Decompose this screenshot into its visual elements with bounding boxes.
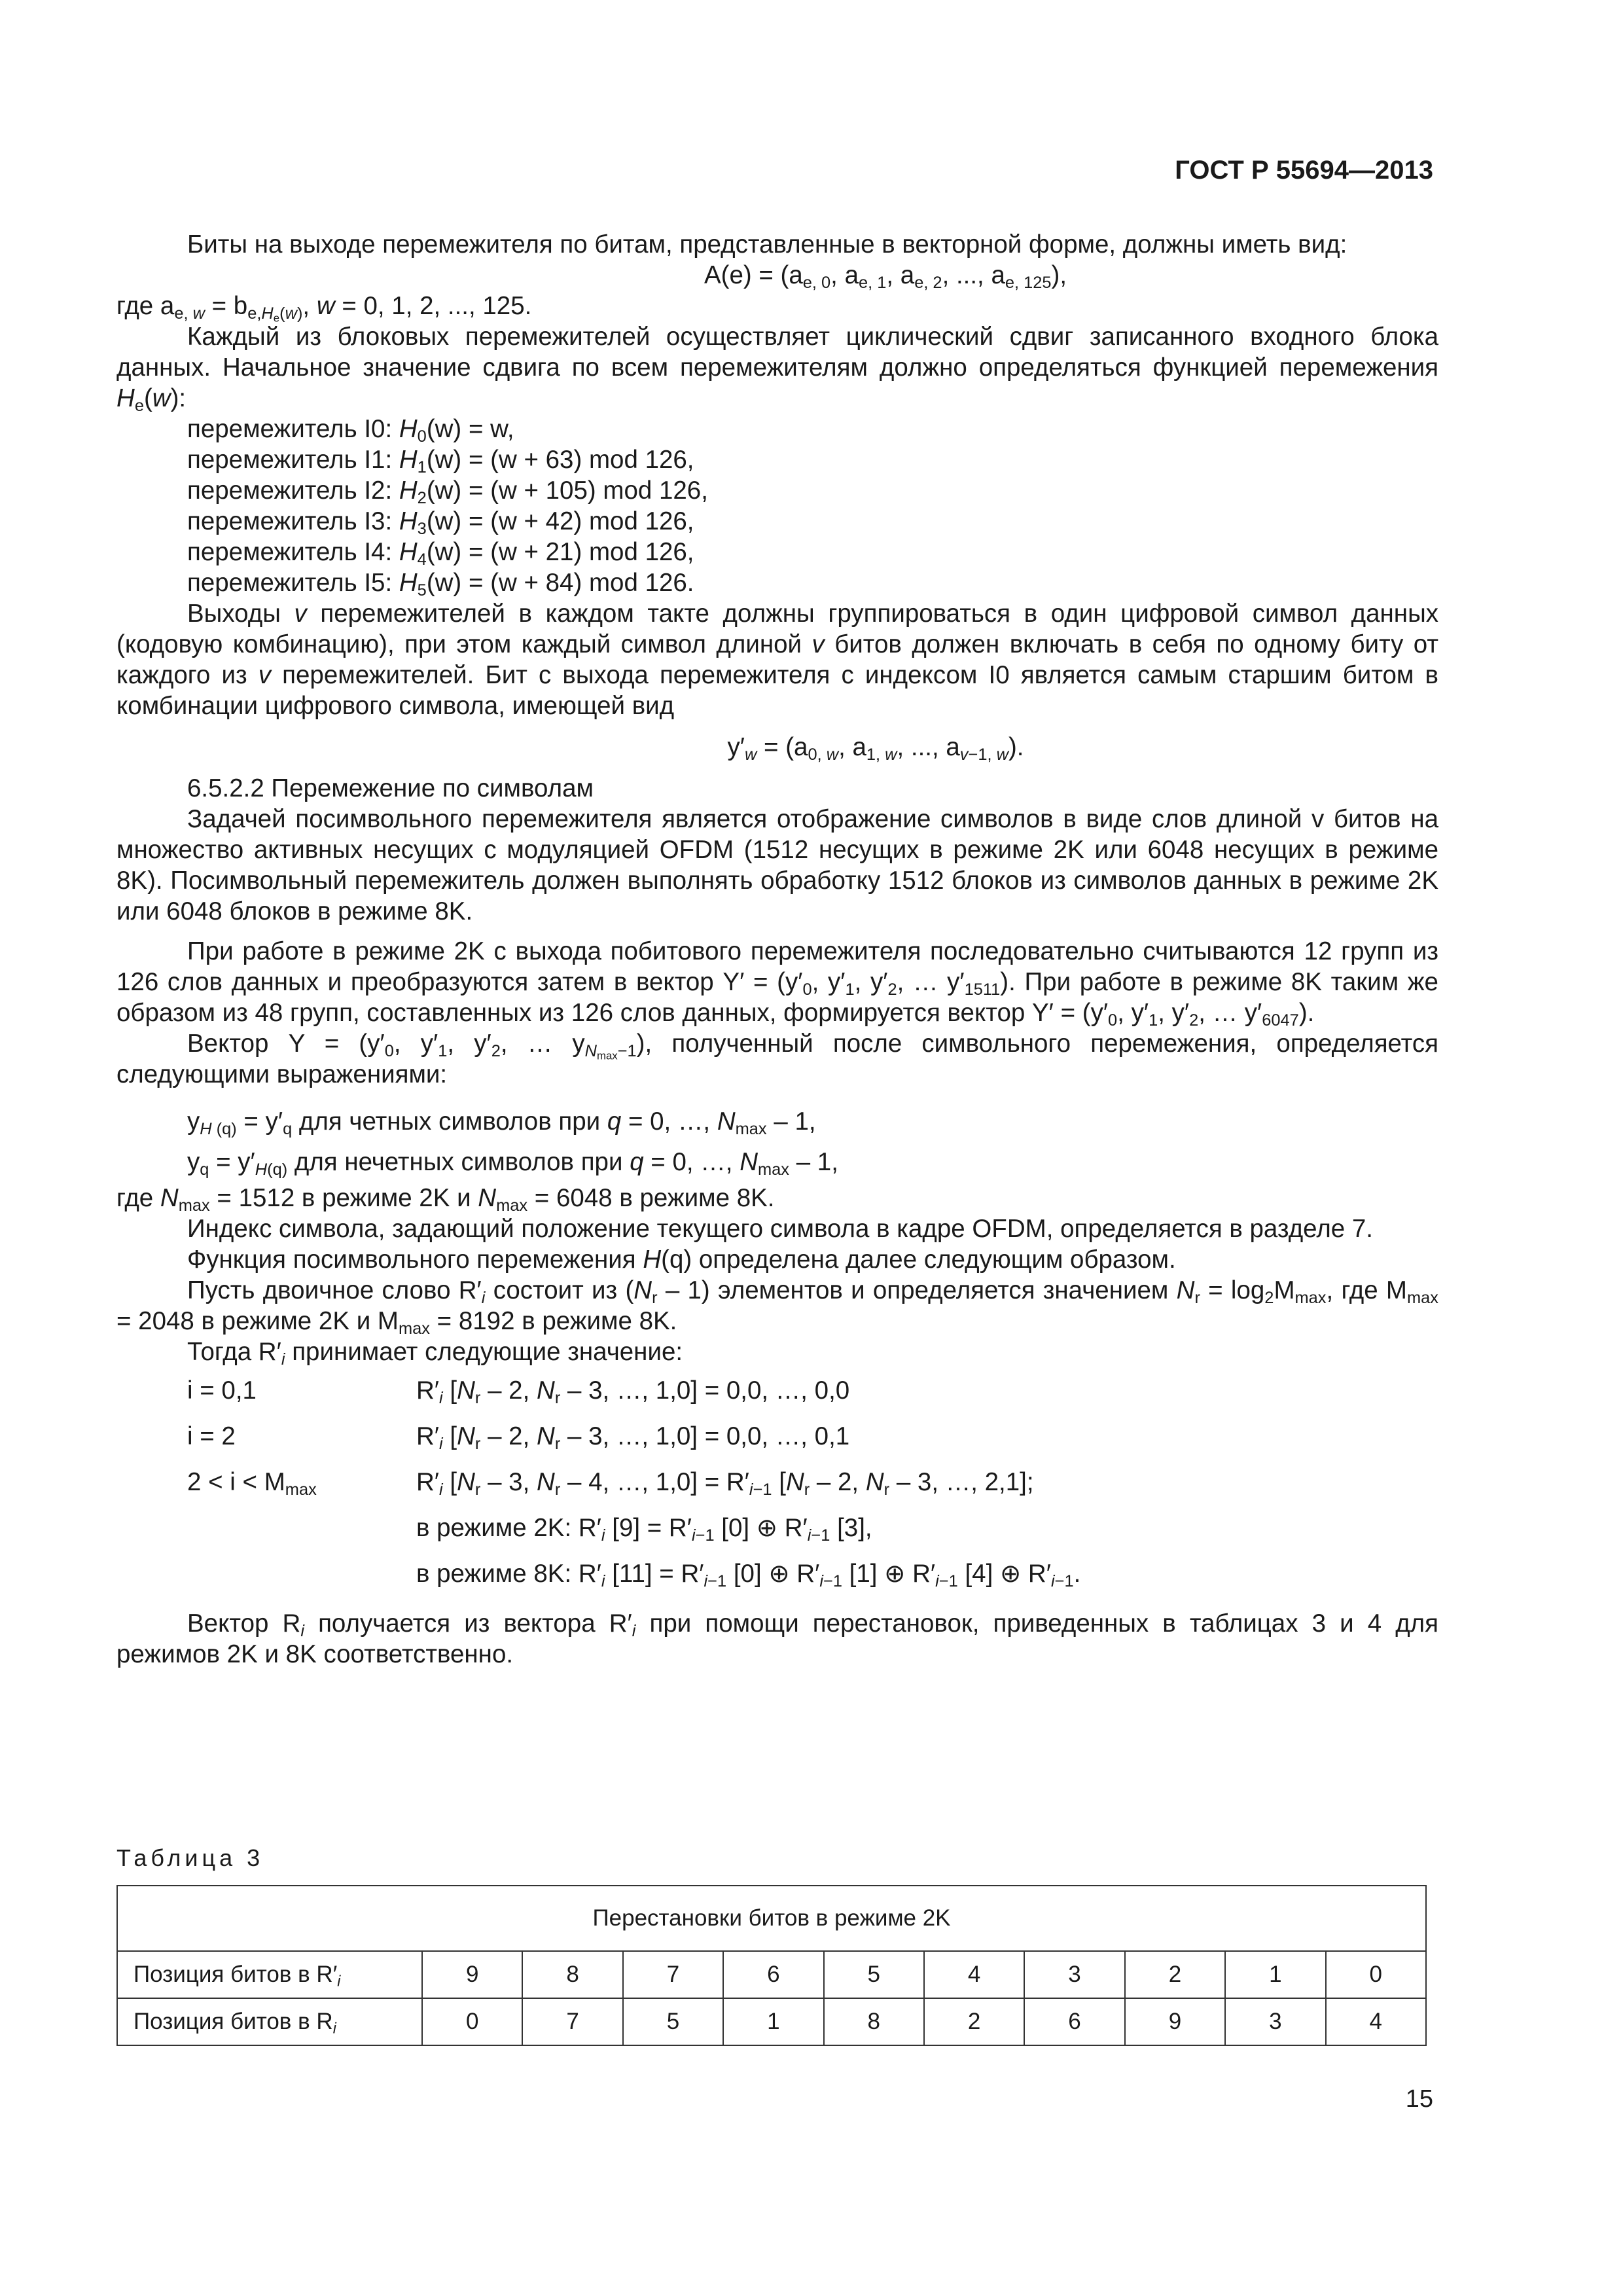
cases-table: i = 0,1 $R'_i$ [$N_r - 2$, $N_r - 3$, …, 1,0] = 0,0, …, 0,0 i = 2 $R'_i$ [$N_r - 2$, $N_r - 3$, …, 1,0] = 0,0, …, 0,1 $2 < i < M_{max}$ $R'_i$ [$N_r - 3$, $N_r - 4$, …, $1,0] = R'_{i-1}$ [$N_r - 2$, $N_r - 3$, …, 2,1]; в режиме 2K: $R'_i$ $[9] = R'_{i-1}$ [0] ⊕ $R'_{i-1}$ [3], в режиме 8K: $R'_i$ $[11] = R'_{i-1}$ [0] ⊕ $R'_{i-1}$ [1] ⊕ $R'_{i-1}$ [4] ⊕ $R'_{i-1}$. bbox=[187, 1376, 1081, 1590]
table-cell: 0 bbox=[1326, 1951, 1426, 1998]
paragraph: Биты на выходе перемежителя по битам, представленные в векторной форме, должны иметь вид: bbox=[187, 230, 1347, 259]
table-cell: 2 bbox=[924, 1998, 1024, 2045]
paragraph: Функция посимвольного перемежения H(q) определена далее следующим образом. bbox=[187, 1246, 1176, 1274]
paragraph-text: Каждый из блоковых перемежителей осуществляет циклический сдвиг записанного входного блока данных. Начальное значение сдвига по всем перемежителям должно определяться функцией перемежения bbox=[116, 323, 1438, 382]
paragraph: При работе в режиме 2K с выхода побитового перемежителя последовательно считываются 12 групп из 126 слов данных и преобразуются затем в вектор $Y' = (y'_0$, $y'_1$, $y'_2$, … $y'_{1511}$). При работе в режиме 8K таким же образом из 48 групп, составленных из 126 слов данных, формируется вектор $Y' = (y'_0$, $y'_1$, $y'_2$, … $y'_{6047}$). bbox=[116, 937, 1438, 1030]
paragraph: Вектор $Y = (y'_0$, $y'_1$, $y'_2$, … $y_{N_{max}-1}$), полученный после символьного перемежения, определяется следующими выражениями: bbox=[116, 1030, 1438, 1088]
document-header: ГОСТ Р 55694—2013 bbox=[1175, 156, 1433, 185]
formula: $y_q = y'_{H(q)}$ для нечетных символов при q = 0, …, $N_{max} - 1$, bbox=[187, 1148, 838, 1179]
table-cell: 3 bbox=[1024, 1951, 1124, 1998]
table-cell: 1 bbox=[1225, 1951, 1325, 1998]
body-text bbox=[116, 229, 1438, 1670]
paragraph: Каждый из блоковых перемежителей осуществляет циклический сдвиг записанного входного блока данных. Начальное значение сдвига по всем перемежителям должно определяться функцией перемежения $H_e(w)$: bbox=[116, 323, 1438, 416]
table-cell: 3 bbox=[1225, 1998, 1325, 2045]
table-cell: 4 bbox=[924, 1951, 1024, 1998]
page-number: 15 bbox=[1405, 2085, 1433, 2113]
list-item: перемежитель I5: $H_5(w) = (w + 84)$ mod 126. bbox=[187, 569, 694, 600]
list-item: перемежитель I3: $H_3(w) = (w + 42)$ mod 126, bbox=[187, 507, 694, 539]
table-row bbox=[117, 1951, 1426, 1998]
list-item: перемежитель I1: $H_1(w) = (w + 63)$ mod 126, bbox=[187, 446, 694, 477]
table-cell: 8 bbox=[522, 1951, 622, 1998]
formula: $A(e) = (a_{e, 0}$, $a_{e, 1}$, $a_{e, 2}$, ..., $a_{e, 125}$), bbox=[704, 261, 1067, 293]
table-cell: 9 bbox=[1125, 1998, 1225, 2045]
table-cell: 0 bbox=[422, 1998, 522, 2045]
table-title: Перестановки битов в режиме 2K bbox=[117, 1886, 1426, 1951]
list-item: перемежитель I2: $H_2(w) = (w + 105)$ mod 126, bbox=[187, 476, 708, 508]
table-cell: 7 bbox=[522, 1998, 622, 2045]
paragraph: Пусть двоичное слово $R'_i$ состоит из $(N_r - 1)$ элементов и определяется значением $N_r = \log_2M_{max}$, где $M_{max} = 2048$ в режиме 2K и $M_{max} = 8192$ в режиме 8K. bbox=[116, 1276, 1438, 1338]
formula: $y'_w = (a_{0, w}$, $a_{1, w}$, ..., $a_{v-1, w}$). bbox=[727, 733, 1024, 764]
section-heading: 6.5.2.2 Перемежение по символам bbox=[187, 774, 594, 802]
list-item: перемежитель I4: $H_4(w) = (w + 21)$ mod 126, bbox=[187, 538, 694, 569]
table-3 bbox=[116, 1885, 1427, 2046]
table-cell: 7 bbox=[623, 1951, 723, 1998]
paragraph: Выходы v перемежителей в каждом такте должны группироваться в один цифровой символ данных (кодовую комбинацию), при этом каждый символ длиной v битов должен включать в себя по одному биту от каждого из v перемежителей. Бит с выхода перемежителя с индексом I0 является самым старшим битом в комбинации цифрового символа, имеющей вид bbox=[116, 600, 1438, 720]
table-row bbox=[117, 1998, 1426, 2045]
formula-where: где $N_{max} = 1512$ в режиме 2K и $N_{max} = 6048$ в режиме 8K. bbox=[116, 1184, 775, 1215]
table-cell: 9 bbox=[422, 1951, 522, 1998]
table-cell: 5 bbox=[623, 1998, 723, 2045]
table-cell: 5 bbox=[824, 1951, 924, 1998]
paragraph: Задачей посимвольного перемежителя является отображение символов в виде слов длиной v битов на множество активных несущих с модуляцией OFDM (1512 несущих в режиме 2K или 6048 несущих в режиме 8K). Посимвольный перемежитель должен выполнять обработку 1512 блоков из символов данных в режиме 2K или 6048 блоков в режиме 8K. bbox=[116, 805, 1438, 925]
list-item: перемежитель I0: $H_0(w) = w$, bbox=[187, 415, 514, 446]
paragraph: Вектор $R_i$ получается из вектора $R'_i$ при помощи перестановок, приведенных в таблицах 3 и 4 для режимов 2K и 8K соответственно. bbox=[116, 1609, 1438, 1668]
table-cell: 6 bbox=[723, 1951, 823, 1998]
interleaver-list bbox=[116, 414, 1438, 598]
table-cell: 4 bbox=[1326, 1998, 1426, 2045]
table-cell: 2 bbox=[1125, 1951, 1225, 1998]
row-header: Позиция битов в $R_i$ bbox=[117, 1998, 422, 2045]
paragraph: Тогда $R'_i$ принимает следующие значение: bbox=[187, 1338, 683, 1369]
table-cell: 8 bbox=[824, 1998, 924, 2045]
table-caption: Таблица 3 bbox=[116, 1844, 264, 1871]
row-header: Позиция битов в $R'_i$ bbox=[117, 1951, 422, 1998]
paragraph: Индекс символа, задающий положение текущего символа в кадре OFDM, определяется в разделе 7. bbox=[187, 1215, 1374, 1243]
table-cell: 6 bbox=[1024, 1998, 1124, 2045]
formula: $y_{H (q)} = y'_q$ для четных символов при q = 0, …, $N_{max} - 1$, bbox=[187, 1107, 816, 1139]
table-cell: 1 bbox=[723, 1998, 823, 2045]
formula-where: где $a_{e, w} = b_{e,H_e(w)}$, w = 0, 1, 2, ..., 125. bbox=[116, 292, 532, 325]
